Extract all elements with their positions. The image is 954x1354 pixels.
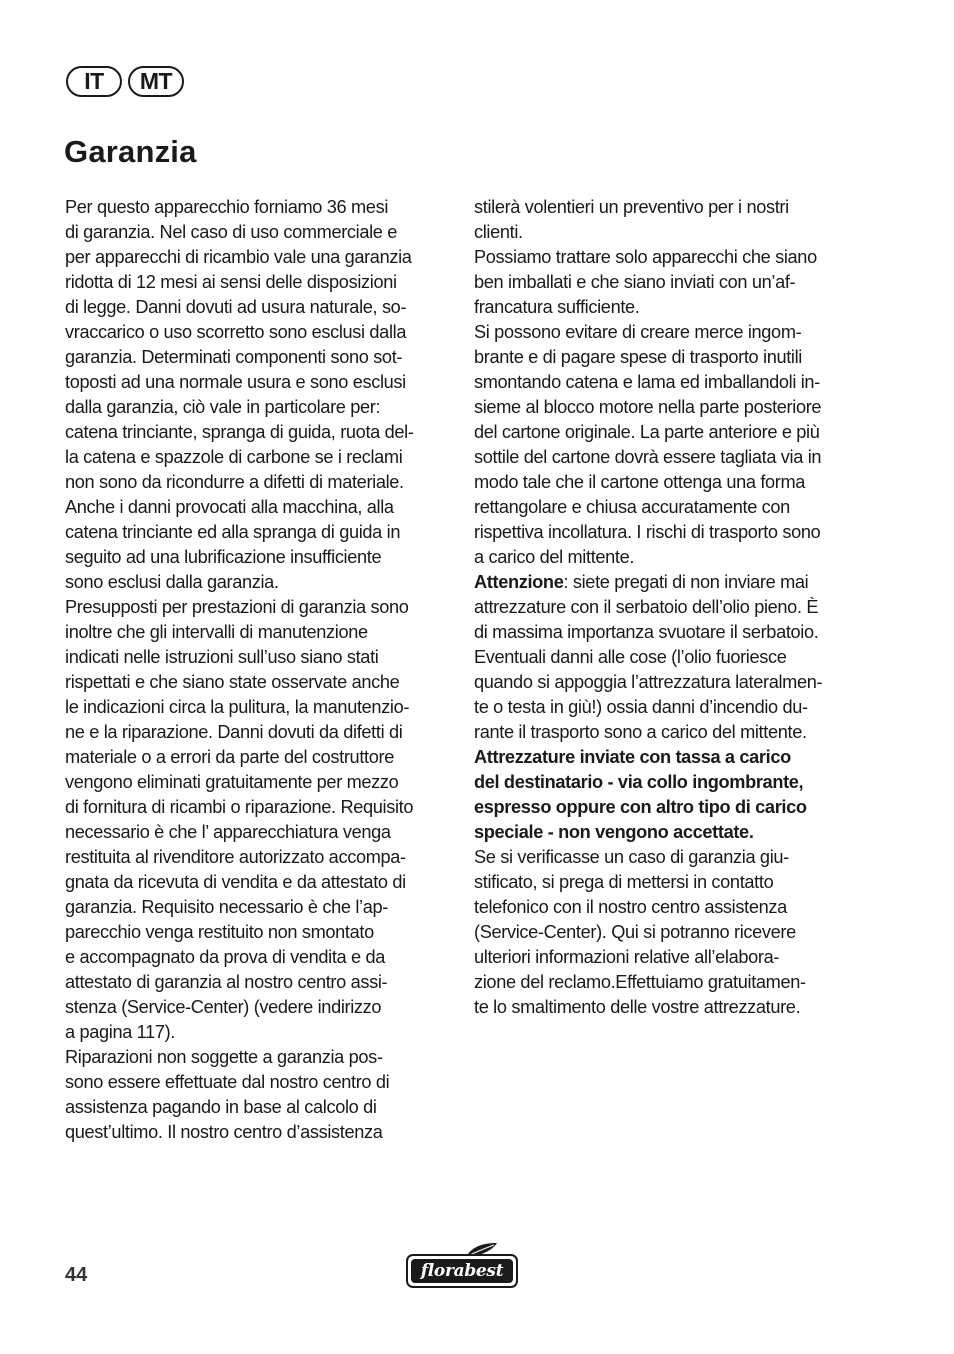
line-text: restituita al rivenditore autorizzato accompa- (65, 847, 406, 867)
line-text: sieme al blocco motore nella parte posteriore (474, 397, 822, 417)
line-text: catena trinciante ed alla spranga di guida in (65, 522, 401, 542)
line-text: sono esclusi dalla garanzia. (65, 572, 279, 592)
text-line (65, 370, 457, 395)
line-text: te o testa in giù!) ossia danni d’incendio du- (474, 697, 808, 717)
line-text: modo tale che il cartone ottenga una forma (474, 472, 806, 492)
line-text: catena trinciante, spranga di guida, ruota del- (65, 422, 414, 442)
line-text: parecchio venga restituito non smontato (65, 922, 374, 942)
bold-text: del destinatario - via collo ingombrante, (474, 772, 804, 792)
logo-frame (406, 1254, 518, 1288)
line-text: attestato di garanzia al nostro centro assi- (65, 972, 388, 992)
text-line (474, 420, 866, 445)
line-text: brante e di pagare spese di trasporto inutili (474, 347, 803, 367)
line-text: toposti ad una normale usura e sono esclusi (65, 372, 406, 392)
text-line (65, 795, 457, 820)
text-line (65, 520, 457, 545)
bold-text: Attrezzature inviate con tassa a carico (474, 747, 791, 767)
text-line (474, 520, 866, 545)
text-line (474, 495, 866, 520)
line-text: e accompagnato da prova di vendita e da (65, 947, 386, 967)
line-text: Si possono evitare di creare merce ingom- (474, 322, 802, 342)
line-text: Eventuali danni alle cose (l’olio fuoriesce (474, 647, 787, 667)
logo-wordmark: florabest (411, 1259, 513, 1283)
text-line (474, 545, 866, 570)
text-line (474, 695, 866, 720)
language-badges (66, 66, 184, 97)
line-text: rante il trasporto sono a carico del mittente. (474, 722, 807, 742)
line-text: quando si appoggia l’attrezzatura lateralmen- (474, 672, 823, 692)
line-text: Riparazioni non soggette a garanzia pos- (65, 1047, 383, 1067)
bold-text: Attenzione (474, 572, 564, 592)
text-line (474, 395, 866, 420)
line-text: del cartone originale. La parte anteriore e più (474, 422, 820, 442)
line-text: rettangolare e chiusa accuratamente con (474, 497, 790, 517)
line-text: Se si verificasse un caso di garanzia giu- (474, 847, 789, 867)
text-line (474, 820, 866, 845)
line-text: ben imballati e che siano inviati con un’af- (474, 272, 796, 292)
line-text: la catena e spazzole di carbone se i reclami (65, 447, 403, 467)
line-text: stenza (Service-Center) (vedere indirizzo (65, 997, 382, 1017)
text-line (65, 295, 457, 320)
text-line (474, 745, 866, 770)
line-text: a carico del mittente. (474, 547, 635, 567)
text-line (474, 370, 866, 395)
text-line (65, 570, 457, 595)
text-line (474, 945, 866, 970)
text-line (474, 995, 866, 1020)
text-line (474, 920, 866, 945)
text-line (65, 220, 457, 245)
text-line (474, 245, 866, 270)
text-line (474, 320, 866, 345)
bold-text: espresso oppure con altro tipo di carico (474, 797, 807, 817)
text-line (65, 620, 457, 645)
text-line (474, 795, 866, 820)
text-line (474, 770, 866, 795)
language-badge-mt: MT (128, 66, 184, 97)
text-line (65, 670, 457, 695)
text-line (65, 720, 457, 745)
text-line (65, 595, 457, 620)
text-line (65, 645, 457, 670)
line-text: garanzia. Requisito necessario è che l’ap- (65, 897, 388, 917)
line-text: di fornitura di ricambi o riparazione. Requisito (65, 797, 414, 817)
line-text: zione del reclamo.Effettuiamo gratuitamen- (474, 972, 806, 992)
line-text: indicati nelle istruzioni sull’uso siano stati (65, 647, 379, 667)
text-line (474, 895, 866, 920)
text-line (474, 270, 866, 295)
line-text: sottile del cartone dovrà essere tagliata via in (474, 447, 822, 467)
text-line (474, 295, 866, 320)
line-text: vengono eliminati gratuitamente per mezzo (65, 772, 399, 792)
text-line (65, 270, 457, 295)
text-line (474, 345, 866, 370)
line-text: dalla garanzia, ciò vale in particolare per: (65, 397, 381, 417)
text-line (65, 245, 457, 270)
text-line (65, 195, 457, 220)
line-text: gnata da ricevuta di vendita e da attestato di (65, 872, 406, 892)
line-text: di massima importanza svuotare il serbatoio. (474, 622, 819, 642)
text-line (65, 920, 457, 945)
text-line (474, 595, 866, 620)
text-line (65, 420, 457, 445)
text-line (65, 470, 457, 495)
line-text: di legge. Danni dovuti ad usura naturale, so- (65, 297, 407, 317)
line-text: rispettiva incollatura. I rischi di trasporto sono (474, 522, 821, 542)
text-line (65, 1120, 457, 1145)
line-text: vraccarico o uso scorretto sono esclusi dalla (65, 322, 407, 342)
text-line (65, 320, 457, 345)
line-text: quest’ultimo. Il nostro centro d’assistenza (65, 1122, 383, 1142)
text-line (65, 1095, 457, 1120)
line-text: assistenza pagando in base al calcolo di (65, 1097, 377, 1117)
text-line (65, 395, 457, 420)
line-text: ridotta di 12 mesi ai sensi delle disposizioni (65, 272, 397, 292)
line-text: (Service-Center). Qui si potranno ricevere (474, 922, 796, 942)
line-text: materiale o a errori da parte del costruttore (65, 747, 394, 767)
line-text: le indicazioni circa la pulitura, la manutenzio- (65, 697, 410, 717)
right-text-column (474, 195, 866, 1020)
text-line (65, 870, 457, 895)
line-text: Anche i danni provocati alla macchina, alla (65, 497, 394, 517)
line-text: ne e la riparazione. Danni dovuti da difetti di (65, 722, 403, 742)
text-line (65, 745, 457, 770)
line-text: a pagina 117). (65, 1022, 176, 1042)
text-line (65, 895, 457, 920)
text-line (65, 495, 457, 520)
text-line (474, 470, 866, 495)
line-text: telefonico con il nostro centro assistenza (474, 897, 787, 917)
text-line (65, 845, 457, 870)
text-line (474, 970, 866, 995)
page-title: Garanzia (64, 134, 197, 169)
line-text: : siete pregati di non inviare mai (563, 572, 809, 592)
line-text: stificato, si prega di mettersi in contatto (474, 872, 774, 892)
line-text: Presupposti per prestazioni di garanzia sono (65, 597, 409, 617)
line-text: non sono da ricondurre a difetti di materiale. (65, 472, 404, 492)
text-line (65, 1045, 457, 1070)
text-line (474, 570, 866, 595)
text-line (65, 345, 457, 370)
line-text: rispettati e che siano state osservate anche (65, 672, 400, 692)
text-line (65, 545, 457, 570)
line-text: attrezzature con il serbatoio dell’olio pieno. È (474, 597, 819, 617)
line-text: Per questo apparecchio forniamo 36 mesi (65, 197, 389, 217)
line-text: garanzia. Determinati componenti sono sot- (65, 347, 403, 367)
text-line (474, 670, 866, 695)
line-text: seguito ad una lubrificazione insufficiente (65, 547, 382, 567)
line-text: smontando catena e lama ed imballandoli in- (474, 372, 820, 392)
line-text: per apparecchi di ricambio vale una garanzia (65, 247, 412, 267)
text-line (474, 845, 866, 870)
text-line (474, 220, 866, 245)
left-text-column (65, 195, 457, 1145)
line-text: di garanzia. Nel caso di uso commerciale e (65, 222, 398, 242)
text-line (474, 870, 866, 895)
text-line (65, 995, 457, 1020)
text-line (65, 445, 457, 470)
text-line (65, 695, 457, 720)
line-text: stilerà volentieri un preventivo per i nostri (474, 197, 789, 217)
text-line (65, 770, 457, 795)
text-line (65, 820, 457, 845)
text-line (65, 970, 457, 995)
line-text: te lo smaltimento delle vostre attrezzature. (474, 997, 801, 1017)
line-text: ulteriori informazioni relative all’elabora- (474, 947, 780, 967)
line-text: sono essere effettuate dal nostro centro di (65, 1072, 390, 1092)
text-line (474, 645, 866, 670)
text-line (474, 620, 866, 645)
line-text: necessario è che l’ apparecchiatura venga (65, 822, 391, 842)
bold-text: speciale - non vengono accettate. (474, 822, 754, 842)
language-badge-it: IT (66, 66, 122, 97)
text-line (65, 1020, 457, 1045)
text-line (474, 445, 866, 470)
text-line (474, 195, 866, 220)
line-text: inoltre che gli intervalli di manutenzione (65, 622, 368, 642)
line-text: Possiamo trattare solo apparecchi che siano (474, 247, 817, 267)
florabest-logo (406, 1242, 520, 1290)
page-number: 44 (65, 1264, 88, 1286)
line-text: francatura sufficiente. (474, 297, 640, 317)
text-line (65, 945, 457, 970)
text-line (474, 720, 866, 745)
line-text: clienti. (474, 222, 523, 242)
text-line (65, 1070, 457, 1095)
